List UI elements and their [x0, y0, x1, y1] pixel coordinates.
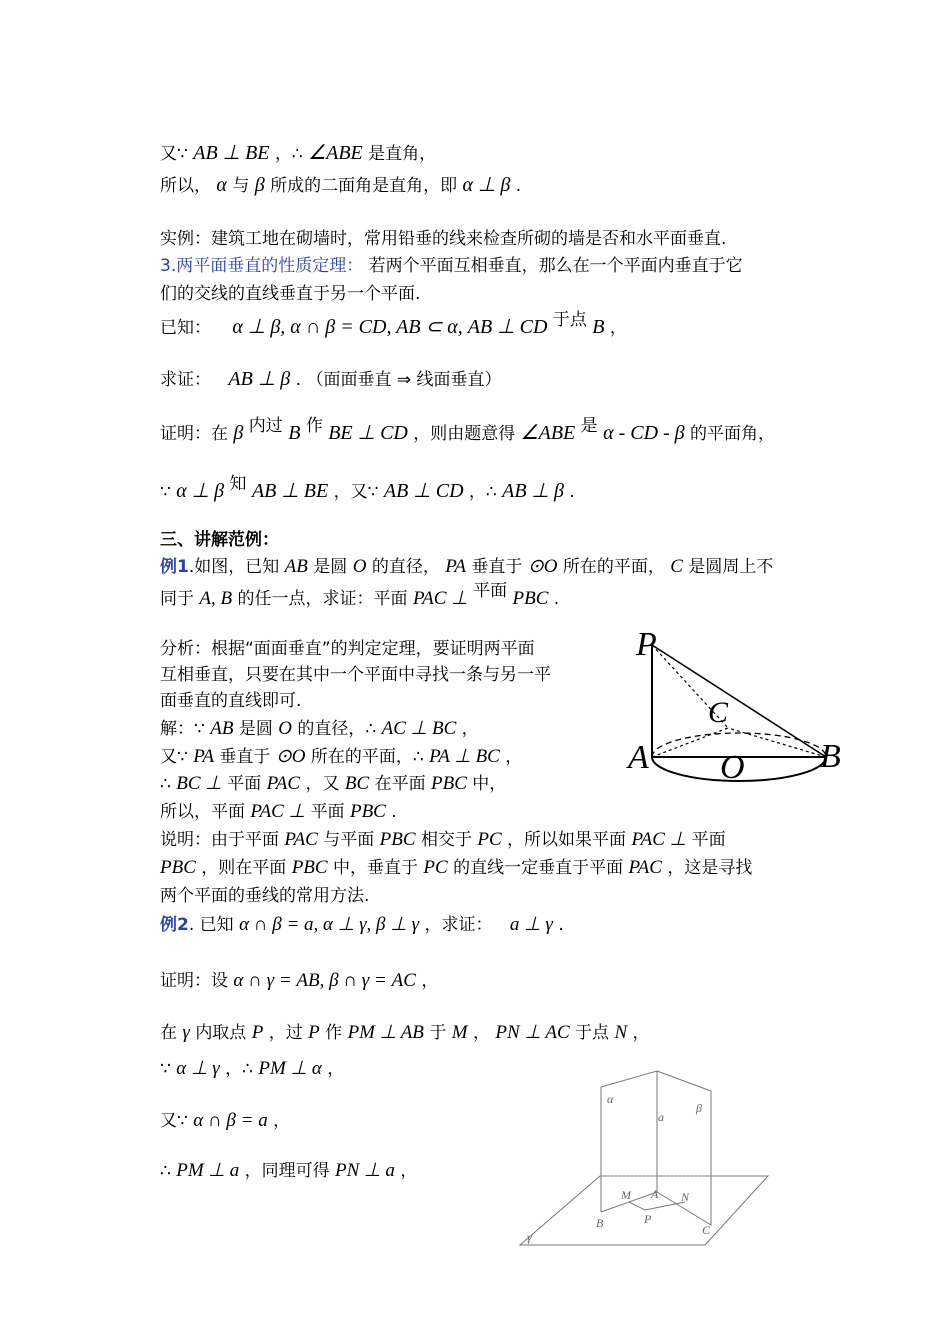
- math: PM ⊥ a: [176, 1160, 240, 1181]
- text: 所在的平面，∴: [310, 747, 424, 767]
- plane-gamma: [520, 1176, 768, 1245]
- text: 平面: [691, 830, 726, 850]
- edge-ac: [652, 728, 728, 757]
- label-a-line: a: [658, 1110, 664, 1124]
- text: ，同理可得: [244, 1161, 330, 1181]
- figure-pyramid: [620, 620, 860, 790]
- text: 所成的二面角是直角，即: [270, 176, 458, 196]
- math: BC ⊥: [176, 773, 222, 794]
- proof2-line2: [160, 474, 575, 503]
- text: 解：∵: [160, 719, 205, 739]
- text: ，过: [268, 1023, 303, 1043]
- text: 证明：在: [160, 424, 228, 444]
- proof1-line1: [160, 142, 436, 165]
- math: α ∩ β = a: [193, 1110, 268, 1131]
- text: .: [569, 482, 575, 502]
- analysis-line1: 分析：根据“面面垂直”的判定定理，要证明两平面: [160, 639, 535, 659]
- text: 的平面角，: [690, 424, 776, 444]
- label-c: C: [708, 696, 729, 729]
- math: PBC: [512, 588, 549, 609]
- text: 证明：设: [160, 971, 228, 991]
- math: PN ⊥ AC: [495, 1022, 570, 1043]
- text: 作: [305, 416, 323, 436]
- text: . （面面垂直: [295, 370, 392, 390]
- text: 是圆周上不: [688, 557, 774, 577]
- theorem3-line1: [160, 255, 743, 277]
- text: 是圆: [238, 719, 273, 739]
- text: 又∵: [160, 1111, 188, 1131]
- note-line3: 两个平面的垂线的常用方法.: [160, 886, 370, 906]
- math: α ∩ β = a, α ⊥ γ, β ⊥ γ: [239, 914, 420, 935]
- text: ，: [400, 1161, 418, 1181]
- math: C: [670, 556, 683, 577]
- math: AB: [210, 718, 234, 739]
- text: ，又: [305, 774, 340, 794]
- text: . 已知: [188, 915, 234, 935]
- implies-arrow: ⇒: [396, 370, 412, 390]
- math: AB ⊥ BE: [251, 480, 329, 502]
- math: N: [614, 1022, 628, 1043]
- math: α ⊥ β, α ∩ β = CD, AB ⊂ α, AB ⊥ CD: [232, 316, 548, 338]
- math: ∠ABE: [308, 142, 363, 164]
- math: PBC: [160, 857, 196, 878]
- text: ，又∵: [333, 482, 379, 502]
- sol1-line1: [160, 718, 479, 740]
- text: ，求证：: [424, 915, 493, 935]
- text: ，: [609, 318, 627, 338]
- math: α - CD - β: [603, 422, 685, 444]
- math: PAC ⊥: [631, 829, 687, 850]
- label-o: O: [720, 749, 745, 786]
- label-gamma: γ: [527, 1230, 532, 1244]
- math: β: [233, 422, 244, 444]
- proof3-line3: [160, 1058, 344, 1080]
- sol1-line4: [160, 801, 397, 823]
- text: 的任一点，求证：平面: [237, 589, 408, 609]
- text: ，: [472, 1023, 490, 1043]
- text: 知: [229, 474, 247, 494]
- text: ，: [632, 1023, 650, 1043]
- label-alpha: α: [607, 1092, 614, 1106]
- text: ，: [461, 719, 479, 739]
- text: ，∴: [468, 482, 497, 502]
- math: AB ⊥ β: [228, 368, 291, 390]
- text: ，: [273, 1111, 291, 1131]
- section-title: 三、讲解范例：: [160, 530, 279, 550]
- text: ，: [327, 1059, 345, 1079]
- math: PC: [477, 829, 502, 850]
- text: 在平面: [374, 774, 426, 794]
- text: ∴: [160, 1161, 171, 1181]
- text: 于点: [552, 310, 587, 330]
- text: 平面: [227, 774, 262, 794]
- label-p-point: P: [644, 1212, 652, 1226]
- label-a-point: A: [651, 1187, 659, 1201]
- math: PN ⊥ a: [335, 1160, 395, 1181]
- prove-line: [160, 368, 502, 391]
- text: ，: [421, 971, 439, 991]
- text: .: [553, 589, 560, 609]
- note-line1: [160, 829, 726, 851]
- text: 又∵: [160, 747, 188, 767]
- math: PC: [423, 857, 448, 878]
- math: PAC ⊥: [412, 588, 468, 609]
- math: PAC: [284, 829, 318, 850]
- label-a: A: [628, 739, 649, 776]
- text: 与平面: [323, 830, 375, 850]
- text: 又∵: [160, 144, 188, 164]
- text: 相交于: [420, 830, 472, 850]
- sol1-line2: [160, 746, 522, 768]
- text: 是: [580, 416, 598, 436]
- analysis-line3: 面垂直的直线即可.: [160, 691, 302, 711]
- math: B: [288, 422, 301, 444]
- math: AB ⊥ BE: [193, 142, 270, 164]
- example-label: 例1: [160, 557, 189, 577]
- proof3-line4: [160, 1110, 290, 1132]
- math: A, B: [199, 588, 233, 609]
- label-m: M: [621, 1188, 631, 1202]
- theorem-title: 3.两平面垂直的性质定理：: [160, 256, 364, 276]
- figure-planes: [515, 1065, 775, 1250]
- proof2-line1: [160, 416, 776, 445]
- sol1-line3: [160, 773, 506, 795]
- text: 的直线一定垂直于平面: [453, 858, 624, 878]
- math: α ⊥ γ: [176, 1058, 220, 1079]
- label-b: B: [820, 738, 841, 775]
- math: M: [451, 1022, 468, 1043]
- text: .如图，已知: [188, 557, 280, 577]
- math: O: [278, 718, 292, 739]
- proof3-line2: [160, 1022, 650, 1044]
- text: ，∴: [225, 1059, 253, 1079]
- math: ⊙O: [527, 556, 558, 577]
- text: 是直角，: [368, 144, 437, 164]
- text: 平面: [473, 581, 508, 601]
- label: 已知：: [160, 318, 211, 338]
- label-p: P: [636, 626, 657, 663]
- label-c-point: C: [702, 1223, 711, 1237]
- math: β: [254, 174, 265, 196]
- math: PA: [445, 556, 466, 577]
- math: O: [352, 556, 367, 577]
- math: BE ⊥ CD: [328, 422, 408, 444]
- text: ，: [505, 747, 523, 767]
- text: 垂直于: [471, 557, 523, 577]
- math: α ⊥ β: [462, 174, 511, 196]
- text: ，所以如果平面: [507, 830, 627, 850]
- label-b-point: B: [596, 1216, 604, 1230]
- text: 的直径，: [371, 557, 440, 577]
- example-text: 实例：建筑工地在砌墙时，常用铅垂的线来检查所砌的墙是否和水平面垂直.: [160, 229, 727, 249]
- text: ∵: [160, 1059, 171, 1079]
- text: ，∴: [274, 144, 303, 164]
- math: a ⊥ γ: [509, 914, 553, 935]
- math: PBC: [349, 801, 386, 822]
- label-n: N: [681, 1190, 690, 1204]
- math: PM ⊥ α: [258, 1058, 322, 1079]
- text: 中，: [472, 774, 507, 794]
- math: B: [592, 316, 605, 338]
- math: PAC ⊥: [250, 801, 306, 822]
- proof3-line1: [160, 970, 438, 992]
- text: 平面: [310, 802, 345, 822]
- math: AC ⊥ BC: [381, 718, 457, 739]
- text: .: [391, 802, 397, 822]
- text: 所以，平面: [160, 802, 245, 822]
- text: 于点: [575, 1023, 610, 1043]
- text: 于: [429, 1023, 447, 1043]
- math: AB ⊥ β: [502, 480, 564, 502]
- text: 若两个平面互相垂直，那么在一个平面内垂直于它: [368, 256, 743, 276]
- text: 所以，: [160, 176, 211, 196]
- perp-pm-pn: [629, 1202, 685, 1210]
- text: ∵: [160, 482, 171, 502]
- math: PM ⊥ AB: [347, 1022, 424, 1043]
- text: 所在的平面，: [562, 557, 665, 577]
- proof3-line5: [160, 1160, 417, 1182]
- math: BC: [344, 773, 370, 794]
- math: α ⊥ β: [176, 480, 225, 502]
- math: P: [308, 1022, 320, 1043]
- text: 内过: [248, 416, 283, 436]
- math: ∠ABE: [520, 422, 576, 444]
- math: α ∩ γ = AB, β ∩ γ = AC: [233, 970, 416, 991]
- analysis-line2: 互相垂直，只要在其中一个平面中寻找一条与另一平: [160, 665, 551, 685]
- math: PAC: [266, 773, 301, 794]
- text: 内取点: [195, 1023, 247, 1043]
- ex1-line1: [160, 556, 773, 578]
- theorem3-line2: 们的交线的直线垂直于另一个平面.: [160, 284, 421, 304]
- text: ，则由题意得: [413, 424, 516, 444]
- proof1-line2: [160, 174, 521, 197]
- example-label: 例2: [160, 915, 189, 935]
- math: PBC: [379, 829, 416, 850]
- text: 与: [232, 176, 250, 196]
- text: 同于: [160, 589, 194, 609]
- ex2-line: [160, 914, 564, 936]
- math: PBC: [430, 773, 467, 794]
- math: AB: [284, 556, 308, 577]
- text: ，则在平面: [201, 858, 287, 878]
- text: .: [558, 915, 564, 935]
- text: ∴: [160, 774, 171, 794]
- ex1-line2: [160, 581, 560, 610]
- math: AB ⊥ CD: [383, 480, 464, 502]
- given-line: [160, 310, 627, 339]
- text: .: [515, 176, 522, 196]
- text: 作: [325, 1023, 343, 1043]
- text: 线面垂直）: [416, 370, 502, 390]
- label: 求证：: [160, 370, 211, 390]
- text: 垂直于: [219, 747, 271, 767]
- math: γ: [182, 1022, 190, 1043]
- text: 的直径，∴: [297, 719, 377, 739]
- math: PBC: [291, 857, 328, 878]
- math: PAC: [628, 857, 662, 878]
- math: P: [251, 1022, 264, 1043]
- math: α: [216, 174, 227, 196]
- text: 说明：由于平面: [160, 830, 279, 850]
- math: ⊙O: [275, 746, 306, 767]
- text: ，这是寻找: [667, 858, 753, 878]
- math: PA ⊥ BC: [429, 746, 500, 767]
- text: 是圆: [313, 557, 348, 577]
- text: 中，垂直于: [333, 858, 418, 878]
- math: PA: [193, 746, 214, 767]
- text: 在: [160, 1023, 177, 1043]
- note-line2: [160, 857, 752, 879]
- label-beta: β: [696, 1101, 702, 1115]
